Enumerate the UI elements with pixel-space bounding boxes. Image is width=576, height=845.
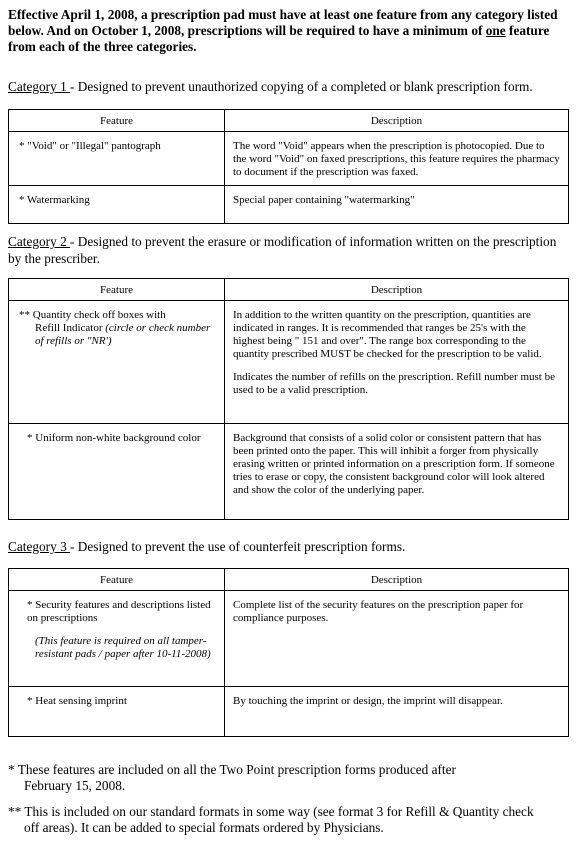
description-paragraph: In addition to the written quantity on the prescription, quantities are indicated in ranges. It is recommended that ranges be 25's with the highest being " 151 and over". The range box corresponding to the quantity prescribed MUST be checked for the prescription to be valid. <box>233 309 542 360</box>
table-row <box>9 687 569 737</box>
feature-italic-note: (This feature is required on all tamper-resistant pads / paper after 10-11-2008) <box>35 635 211 660</box>
feature-column-header: Feature <box>9 110 225 132</box>
category-3-heading <box>8 538 570 555</box>
category-1-heading <box>8 78 570 95</box>
feature-italic-note: (circle or check number of refills or "NR') <box>35 322 211 347</box>
description-cell: By touching the imprint or design, the imprint will disappear. <box>225 687 569 737</box>
category-2-text: - Designed to prevent the erasure or modification of information written on the prescription by the prescriber. <box>8 234 557 266</box>
description-cell: Complete list of the security features on the prescription paper for compliance purposes. <box>225 591 569 687</box>
feature-cell: * "Void" or "Illegal" pantograph <box>9 132 225 186</box>
table-row <box>9 424 569 520</box>
feature-cell: * Heat sensing imprint <box>9 687 225 737</box>
footnote-line: * These features are included on all the Two Point prescription forms produced after <box>8 762 456 777</box>
footnote-line: February 15, 2008. <box>24 778 126 793</box>
feature-cell <box>9 301 225 424</box>
intro-underlined-word: one <box>485 23 506 38</box>
feature-cell: * Uniform non-white background color <box>9 424 225 520</box>
table-header-row <box>9 110 569 132</box>
table-row <box>9 591 569 687</box>
table-row <box>9 132 569 186</box>
description-cell: The word "Void" appears when the prescription is photocopied. Due to the word "Void" on faxed prescriptions, this feature requires the pharmacy to document if the prescription was faxed. <box>225 132 569 186</box>
feature-text: Refill Indicator <box>35 322 106 334</box>
intro-text-1: Effective April 1, 2008, a prescription pad must have at least one feature from any category listed below. And on October 1, 2008, prescriptions will be required to have a minimum of <box>8 7 558 38</box>
intro-paragraph <box>8 7 568 55</box>
category-1-text: - Designed to prevent unauthorized copying of a completed or blank prescription form. <box>70 79 533 94</box>
category-2-label: Category 2 <box>8 234 71 249</box>
description-cell: Background that consists of a solid color or consistent pattern that has been printed onto the paper. This will inhibit a forger from physically erasing written or printed information on a prescription form. If someone tries to erase or copy, the consistent background color will look altered and show the color of the underlying paper. <box>225 424 569 520</box>
category-1-label: Category 1 <box>8 79 71 94</box>
category-2-heading <box>8 233 570 267</box>
footnote-2 <box>8 804 570 836</box>
footnote-line: ** This is included on our standard formats in some way (see format 3 for Refill & Quantity check <box>8 804 534 819</box>
feature-column-header: Feature <box>9 279 225 301</box>
category-1-table <box>8 109 569 224</box>
table-row <box>9 301 569 424</box>
category-2-table <box>8 278 569 520</box>
description-paragraph: Indicates the number of refills on the prescription. Refill number must be used to be a valid prescription. <box>233 371 555 396</box>
footnote-line: off areas). It can be added to special formats ordered by Physicians. <box>24 820 384 835</box>
table-row <box>9 186 569 224</box>
category-3-label: Category 3 <box>8 539 71 554</box>
feature-line <box>19 322 220 348</box>
table-header-row <box>9 279 569 301</box>
table-header-row <box>9 569 569 591</box>
description-column-header: Description <box>225 110 569 132</box>
category-3-text: - Designed to prevent the use of counterfeit prescription forms. <box>70 539 406 554</box>
feature-cell: * Watermarking <box>9 186 225 224</box>
intro-text-2: feature from each of the three categories. <box>8 23 550 54</box>
description-column-header: Description <box>225 569 569 591</box>
footnote-1 <box>8 762 570 794</box>
description-cell <box>225 301 569 424</box>
description-column-header: Description <box>225 279 569 301</box>
category-3-table <box>8 568 569 737</box>
feature-text: * Security features and descriptions listed on prescriptions <box>27 599 211 624</box>
feature-column-header: Feature <box>9 569 225 591</box>
description-cell: Special paper containing "watermarking" <box>225 186 569 224</box>
feature-line: ** Quantity check off boxes with <box>19 309 166 321</box>
feature-cell <box>9 591 225 687</box>
